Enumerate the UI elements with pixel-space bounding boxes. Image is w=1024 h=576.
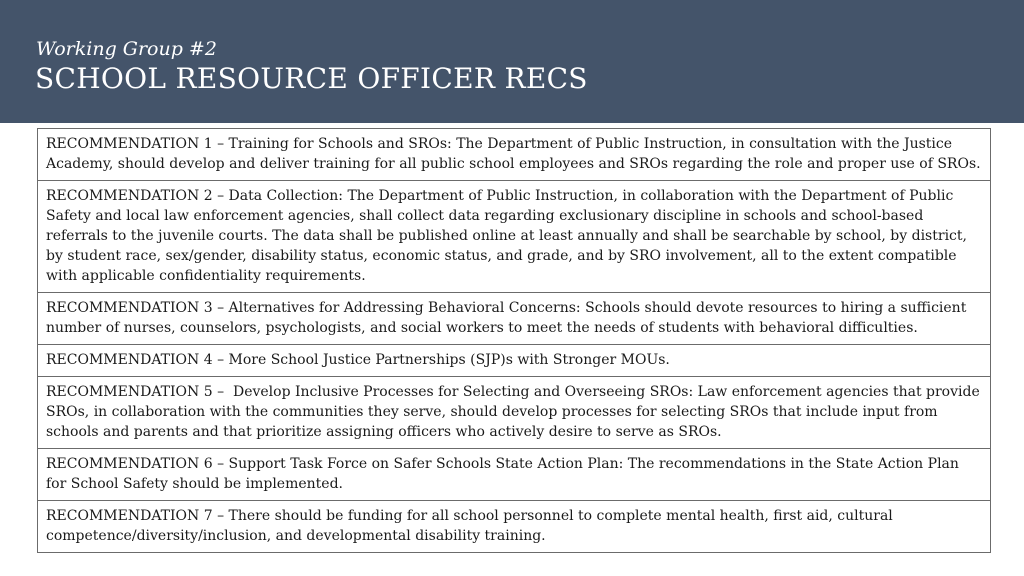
recommendation-3: RECOMMENDATION 3 – Alternatives for Addressing Behavioral Concerns: Schools should devote resources to hiring a sufficient number of nurses, counselors, psychologists, and social workers to meet the needs of students with behavioral difficulties. — [38, 293, 991, 345]
recommendation-1: RECOMMENDATION 1 – Training for Schools and SROs: The Department of Public Instruction, in consultation with the Justice Academy, should develop and deliver training for all public school employees and SROs regarding the role and proper use of SROs. — [38, 129, 991, 181]
table-row — [38, 129, 991, 181]
recommendation-6: RECOMMENDATION 6 – Support Task Force on Safer Schools State Action Plan: The recommendations in the State Action Plan for School Safety should be implemented. — [38, 449, 991, 501]
recommendations-table — [37, 128, 991, 553]
recommendation-7: RECOMMENDATION 7 – There should be funding for all school personnel to complete mental health, first aid, cultural competence/diversity/inclusion, and developmental disability training. — [38, 501, 991, 553]
table-row — [38, 501, 991, 553]
slide-header — [0, 0, 1024, 123]
recommendation-5: RECOMMENDATION 5 – Develop Inclusive Processes for Selecting and Overseeing SROs: Law enforcement agencies that provide SROs, in collaboration with the communities they serve, should develop processes for selecting SROs that include input from schools and parents and that prioritize assigning officers who actively desire to serve as SROs. — [38, 377, 991, 449]
page-title: SCHOOL RESOURCE OFFICER RECS — [35, 62, 588, 95]
table-row — [38, 181, 991, 293]
recommendation-4: RECOMMENDATION 4 – More School Justice Partnerships (SJP)s with Stronger MOUs. — [38, 345, 991, 377]
table-row — [38, 377, 991, 449]
table-row — [38, 345, 991, 377]
table-row — [38, 293, 991, 345]
table-row — [38, 449, 991, 501]
header-subtitle: Working Group #2 — [36, 38, 217, 60]
recommendation-2: RECOMMENDATION 2 – Data Collection: The Department of Public Instruction, in collaboration with the Department of Public Safety and local law enforcement agencies, shall collect data regarding exclusionary discipline in schools and school-based referrals to the juvenile courts. The data shall be published online at least annually and shall be searchable by school, by district, by student race, sex/gender, disability status, economic status, and grade, and by SRO involvement, all to the extent compatible with applicable confidentiality requirements. — [38, 181, 991, 293]
